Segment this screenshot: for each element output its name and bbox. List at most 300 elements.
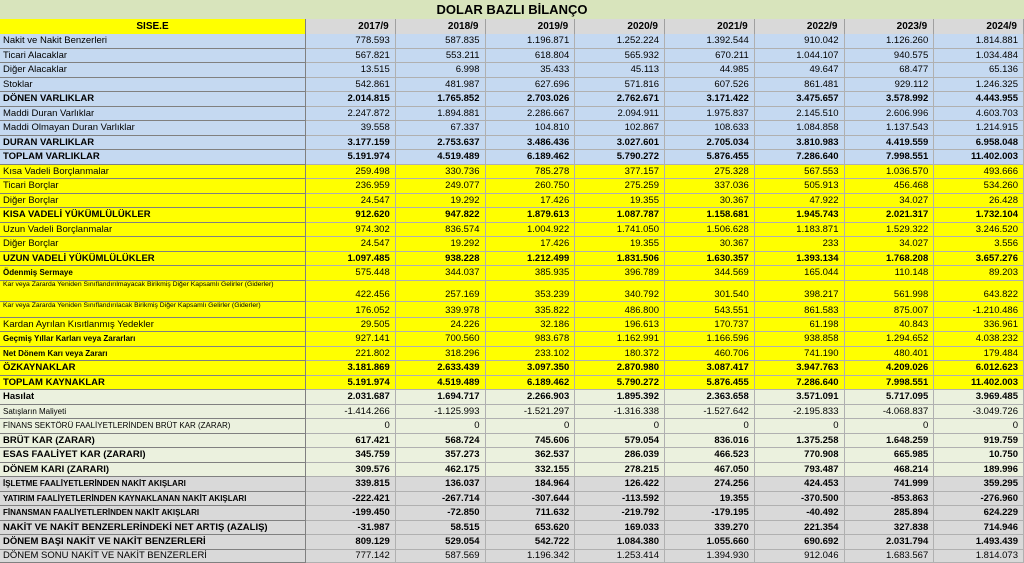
row-label[interactable]: Net Dönem Karı veya Zararı	[0, 347, 306, 362]
value-cell[interactable]: 505.913	[755, 179, 845, 194]
value-cell[interactable]: 104.810	[486, 121, 576, 136]
value-cell[interactable]: 2.870.980	[575, 361, 665, 376]
value-cell[interactable]: 947.822	[396, 208, 486, 223]
row-label[interactable]: DÖNEN VARLIKLAR	[0, 92, 306, 107]
value-cell[interactable]: 4.519.489	[396, 150, 486, 165]
value-cell[interactable]: 1.894.881	[396, 107, 486, 122]
value-cell[interactable]: 912.046	[755, 550, 845, 563]
value-cell[interactable]: 318.296	[396, 347, 486, 362]
value-cell[interactable]: 35.433	[486, 63, 576, 78]
value-cell[interactable]: 618.804	[486, 49, 576, 64]
value-cell[interactable]: 2.762.671	[575, 92, 665, 107]
value-cell[interactable]: 5.876.455	[665, 376, 755, 391]
row-label[interactable]: Nakit ve Nakit Benzerleri	[0, 34, 306, 49]
value-cell[interactable]: -3.049.726	[934, 405, 1024, 420]
value-cell[interactable]: 47.922	[755, 194, 845, 209]
value-cell[interactable]: 493.666	[934, 165, 1024, 180]
value-cell[interactable]: 1.034.484	[934, 49, 1024, 64]
value-cell[interactable]: 1.741.050	[575, 223, 665, 238]
row-label[interactable]: Diğer Alacaklar	[0, 63, 306, 78]
value-cell[interactable]: 3.475.657	[755, 92, 845, 107]
value-cell[interactable]: 332.155	[486, 463, 576, 478]
value-cell[interactable]: 1.214.915	[934, 121, 1024, 136]
row-label[interactable]: Kar veya Zararda Yeniden Sınıflandırılmayacak Birikmiş Diğer Kapsamlı Gelirler (Giderler)	[0, 281, 306, 303]
value-cell[interactable]: 3.181.869	[306, 361, 396, 376]
value-cell[interactable]: 259.498	[306, 165, 396, 180]
value-cell[interactable]: 196.613	[575, 318, 665, 333]
value-cell[interactable]: 344.037	[396, 266, 486, 281]
row-label[interactable]: DÖNEM BAŞI NAKİT VE NAKİT BENZERLERİ	[0, 535, 306, 550]
value-cell[interactable]: 236.959	[306, 179, 396, 194]
row-label[interactable]: KISA VADELİ YÜKÜMLÜLÜKLER	[0, 208, 306, 223]
value-cell[interactable]: 179.484	[934, 347, 1024, 362]
row-label[interactable]: BRÜT KAR (ZARAR)	[0, 434, 306, 449]
value-cell[interactable]: 0	[755, 419, 845, 434]
value-cell[interactable]: 1.196.342	[486, 550, 576, 563]
value-cell[interactable]: -4.068.837	[845, 405, 935, 420]
value-cell[interactable]: 1.246.325	[934, 78, 1024, 93]
value-cell[interactable]: 0	[575, 419, 665, 434]
value-cell[interactable]: 7.286.640	[755, 376, 845, 391]
value-cell[interactable]: 5.790.272	[575, 150, 665, 165]
value-cell[interactable]: 460.706	[665, 347, 755, 362]
value-cell[interactable]: 627.696	[486, 78, 576, 93]
year-header[interactable]: 2019/9	[486, 19, 576, 34]
value-cell[interactable]: 3.810.983	[755, 136, 845, 151]
value-cell[interactable]: 2.753.637	[396, 136, 486, 151]
value-cell[interactable]: 3.486.436	[486, 136, 576, 151]
value-cell[interactable]: 6.189.462	[486, 376, 576, 391]
value-cell[interactable]: -1.125.993	[396, 405, 486, 420]
row-label[interactable]: Geçmiş Yıllar Karları veya Zararları	[0, 332, 306, 347]
value-cell[interactable]: 836.574	[396, 223, 486, 238]
value-cell[interactable]: 466.523	[665, 448, 755, 463]
value-cell[interactable]: 30.367	[665, 237, 755, 252]
value-cell[interactable]: 938.228	[396, 252, 486, 267]
value-cell[interactable]: 11.402.003	[934, 376, 1024, 391]
value-cell[interactable]: 4.443.955	[934, 92, 1024, 107]
value-cell[interactable]: 741.190	[755, 347, 845, 362]
value-cell[interactable]: 1.814.073	[934, 550, 1024, 563]
row-label[interactable]: ÖZKAYNAKLAR	[0, 361, 306, 376]
value-cell[interactable]: 1.162.991	[575, 332, 665, 347]
value-cell[interactable]: 102.867	[575, 121, 665, 136]
value-cell[interactable]: 1.765.852	[396, 92, 486, 107]
value-cell[interactable]: -113.592	[575, 492, 665, 507]
value-cell[interactable]: 422.456	[306, 281, 396, 303]
value-cell[interactable]: -1.414.266	[306, 405, 396, 420]
value-cell[interactable]: 34.027	[845, 194, 935, 209]
value-cell[interactable]: 1.084.380	[575, 535, 665, 550]
value-cell[interactable]: 4.209.026	[845, 361, 935, 376]
value-cell[interactable]: 68.477	[845, 63, 935, 78]
value-cell[interactable]: 3.657.276	[934, 252, 1024, 267]
value-cell[interactable]: 2.021.317	[845, 208, 935, 223]
value-cell[interactable]: 44.985	[665, 63, 755, 78]
value-cell[interactable]: 1.814.881	[934, 34, 1024, 49]
row-label[interactable]: DURAN VARLIKLAR	[0, 136, 306, 151]
value-cell[interactable]: 336.961	[934, 318, 1024, 333]
value-cell[interactable]: 7.998.551	[845, 376, 935, 391]
value-cell[interactable]: 568.724	[396, 434, 486, 449]
value-cell[interactable]: 340.792	[575, 281, 665, 303]
value-cell[interactable]: 4.419.559	[845, 136, 935, 151]
year-header[interactable]: 2018/9	[396, 19, 486, 34]
value-cell[interactable]: 19.292	[396, 237, 486, 252]
value-cell[interactable]: 1.975.837	[665, 107, 755, 122]
value-cell[interactable]: 1.252.224	[575, 34, 665, 49]
value-cell[interactable]: 335.822	[486, 302, 576, 318]
value-cell[interactable]: 345.759	[306, 448, 396, 463]
row-label[interactable]: FİNANS SEKTÖRÜ FAALİYETLERİNDEN BRÜT KAR (ZARAR)	[0, 419, 306, 434]
value-cell[interactable]: 1.212.499	[486, 252, 576, 267]
row-label[interactable]: ESAS FAALİYET KAR (ZARARI)	[0, 448, 306, 463]
value-cell[interactable]: 249.077	[396, 179, 486, 194]
value-cell[interactable]: 486.800	[575, 302, 665, 318]
value-cell[interactable]: 481.987	[396, 78, 486, 93]
value-cell[interactable]: 1.493.439	[934, 535, 1024, 550]
row-label[interactable]: DÖNEM KARI (ZARARI)	[0, 463, 306, 478]
value-cell[interactable]: 2.266.903	[486, 390, 576, 405]
value-cell[interactable]: 3.947.763	[755, 361, 845, 376]
value-cell[interactable]: 1.044.107	[755, 49, 845, 64]
value-cell[interactable]: 1.392.544	[665, 34, 755, 49]
value-cell[interactable]: 5.876.455	[665, 150, 755, 165]
value-cell[interactable]: 11.402.003	[934, 150, 1024, 165]
value-cell[interactable]: -1.316.338	[575, 405, 665, 420]
value-cell[interactable]: -2.195.833	[755, 405, 845, 420]
row-label[interactable]: Uzun Vadeli Borçlanmalar	[0, 223, 306, 238]
row-label[interactable]: FİNANSMAN FAALİYETLERİNDEN NAKİT AKIŞLARI	[0, 506, 306, 521]
value-cell[interactable]: 89.203	[934, 266, 1024, 281]
value-cell[interactable]: -307.644	[486, 492, 576, 507]
value-cell[interactable]: 793.487	[755, 463, 845, 478]
row-label[interactable]: Stoklar	[0, 78, 306, 93]
value-cell[interactable]: 17.426	[486, 194, 576, 209]
row-label[interactable]: Hasılat	[0, 390, 306, 405]
value-cell[interactable]: 3.578.992	[845, 92, 935, 107]
value-cell[interactable]: 1.506.628	[665, 223, 755, 238]
value-cell[interactable]: 983.678	[486, 332, 576, 347]
value-cell[interactable]: 169.033	[575, 521, 665, 536]
value-cell[interactable]: 1.087.787	[575, 208, 665, 223]
value-cell[interactable]: 339.978	[396, 302, 486, 318]
value-cell[interactable]: -276.960	[934, 492, 1024, 507]
value-cell[interactable]: 45.113	[575, 63, 665, 78]
value-cell[interactable]: 1.732.104	[934, 208, 1024, 223]
year-header[interactable]: 2021/9	[665, 19, 755, 34]
value-cell[interactable]: 170.737	[665, 318, 755, 333]
row-label[interactable]: UZUN VADELİ YÜKÜMLÜLÜKLER	[0, 252, 306, 267]
value-cell[interactable]: 359.295	[934, 477, 1024, 492]
value-cell[interactable]: 339.815	[306, 477, 396, 492]
row-label[interactable]: Kısa Vadeli Borçlanmalar	[0, 165, 306, 180]
value-cell[interactable]: 785.278	[486, 165, 576, 180]
value-cell[interactable]: 565.932	[575, 49, 665, 64]
value-cell[interactable]: 2.031.687	[306, 390, 396, 405]
value-cell[interactable]: 1.097.485	[306, 252, 396, 267]
value-cell[interactable]: 938.858	[755, 332, 845, 347]
value-cell[interactable]: 480.401	[845, 347, 935, 362]
row-label[interactable]: Ticari Alacaklar	[0, 49, 306, 64]
value-cell[interactable]: 176.052	[306, 302, 396, 318]
value-cell[interactable]: -219.792	[575, 506, 665, 521]
value-cell[interactable]: 67.337	[396, 121, 486, 136]
value-cell[interactable]: 362.537	[486, 448, 576, 463]
value-cell[interactable]: 126.422	[575, 477, 665, 492]
value-cell[interactable]: 19.355	[665, 492, 755, 507]
value-cell[interactable]: 2.633.439	[396, 361, 486, 376]
value-cell[interactable]: 1.895.392	[575, 390, 665, 405]
value-cell[interactable]: 1.253.414	[575, 550, 665, 563]
value-cell[interactable]: 6.012.623	[934, 361, 1024, 376]
value-cell[interactable]: 2.247.872	[306, 107, 396, 122]
value-cell[interactable]: 3.246.520	[934, 223, 1024, 238]
value-cell[interactable]: 1.166.596	[665, 332, 755, 347]
value-cell[interactable]: 741.999	[845, 477, 935, 492]
value-cell[interactable]: 974.302	[306, 223, 396, 238]
value-cell[interactable]: 5.191.974	[306, 150, 396, 165]
value-cell[interactable]: 58.515	[396, 521, 486, 536]
value-cell[interactable]: 257.169	[396, 281, 486, 303]
value-cell[interactable]: 24.547	[306, 194, 396, 209]
value-cell[interactable]: 553.211	[396, 49, 486, 64]
value-cell[interactable]: 2.703.026	[486, 92, 576, 107]
year-header[interactable]: 2020/9	[575, 19, 665, 34]
value-cell[interactable]: 809.129	[306, 535, 396, 550]
value-cell[interactable]: 542.722	[486, 535, 576, 550]
value-cell[interactable]: 745.606	[486, 434, 576, 449]
value-cell[interactable]: 221.354	[755, 521, 845, 536]
value-cell[interactable]: 424.453	[755, 477, 845, 492]
value-cell[interactable]: 919.759	[934, 434, 1024, 449]
value-cell[interactable]: 61.198	[755, 318, 845, 333]
value-cell[interactable]: 1.394.930	[665, 550, 755, 563]
value-cell[interactable]: 233	[755, 237, 845, 252]
row-label[interactable]: Ödenmiş Sermaye	[0, 266, 306, 281]
value-cell[interactable]: 1.294.652	[845, 332, 935, 347]
value-cell[interactable]: 587.569	[396, 550, 486, 563]
row-label[interactable]: NAKİT VE NAKİT BENZERLERİNDEKİ NET ARTIŞ (AZALIŞ)	[0, 521, 306, 536]
value-cell[interactable]: 275.328	[665, 165, 755, 180]
value-cell[interactable]: 690.692	[755, 535, 845, 550]
value-cell[interactable]: 337.036	[665, 179, 755, 194]
value-cell[interactable]: 456.468	[845, 179, 935, 194]
value-cell[interactable]: 3.556	[934, 237, 1024, 252]
value-cell[interactable]: 4.519.489	[396, 376, 486, 391]
row-label[interactable]: Diğer Borçlar	[0, 194, 306, 209]
value-cell[interactable]: 567.553	[755, 165, 845, 180]
value-cell[interactable]: 357.273	[396, 448, 486, 463]
value-cell[interactable]: 233.102	[486, 347, 576, 362]
value-cell[interactable]: 108.633	[665, 121, 755, 136]
value-cell[interactable]: 543.551	[665, 302, 755, 318]
value-cell[interactable]: 353.239	[486, 281, 576, 303]
value-cell[interactable]: 301.540	[665, 281, 755, 303]
value-cell[interactable]: 1.084.858	[755, 121, 845, 136]
value-cell[interactable]: 607.526	[665, 78, 755, 93]
value-cell[interactable]: 940.575	[845, 49, 935, 64]
value-cell[interactable]: -31.987	[306, 521, 396, 536]
value-cell[interactable]: 6.189.462	[486, 150, 576, 165]
value-cell[interactable]: 275.259	[575, 179, 665, 194]
row-label[interactable]: TOPLAM KAYNAKLAR	[0, 376, 306, 391]
value-cell[interactable]: 561.998	[845, 281, 935, 303]
value-cell[interactable]: 1.183.871	[755, 223, 845, 238]
value-cell[interactable]: 327.838	[845, 521, 935, 536]
value-cell[interactable]: 579.054	[575, 434, 665, 449]
value-cell[interactable]: 861.481	[755, 78, 845, 93]
value-cell[interactable]: 29.505	[306, 318, 396, 333]
value-cell[interactable]: 6.958.048	[934, 136, 1024, 151]
value-cell[interactable]: 1.683.567	[845, 550, 935, 563]
row-label[interactable]: Diğer Borçlar	[0, 237, 306, 252]
value-cell[interactable]: -179.195	[665, 506, 755, 521]
value-cell[interactable]: 5.790.272	[575, 376, 665, 391]
value-cell[interactable]: 278.215	[575, 463, 665, 478]
value-cell[interactable]: 4.603.703	[934, 107, 1024, 122]
value-cell[interactable]: 1.529.322	[845, 223, 935, 238]
value-cell[interactable]: 1.393.134	[755, 252, 845, 267]
value-cell[interactable]: 587.835	[396, 34, 486, 49]
value-cell[interactable]: -1.527.642	[665, 405, 755, 420]
value-cell[interactable]: 1.879.613	[486, 208, 576, 223]
value-cell[interactable]: 2.705.034	[665, 136, 755, 151]
value-cell[interactable]: 24.547	[306, 237, 396, 252]
value-cell[interactable]: 468.214	[845, 463, 935, 478]
value-cell[interactable]: 19.292	[396, 194, 486, 209]
value-cell[interactable]: 777.142	[306, 550, 396, 563]
value-cell[interactable]: 136.037	[396, 477, 486, 492]
value-cell[interactable]: 0	[306, 419, 396, 434]
value-cell[interactable]: 1.648.259	[845, 434, 935, 449]
year-header[interactable]: 2022/9	[755, 19, 845, 34]
value-cell[interactable]: 330.736	[396, 165, 486, 180]
value-cell[interactable]: 910.042	[755, 34, 845, 49]
value-cell[interactable]: 274.256	[665, 477, 755, 492]
value-cell[interactable]: 7.998.551	[845, 150, 935, 165]
value-cell[interactable]: 467.050	[665, 463, 755, 478]
value-cell[interactable]: 1.158.681	[665, 208, 755, 223]
value-cell[interactable]: 617.421	[306, 434, 396, 449]
value-cell[interactable]: 2.145.510	[755, 107, 845, 122]
value-cell[interactable]: 567.821	[306, 49, 396, 64]
value-cell[interactable]: 1.036.570	[845, 165, 935, 180]
value-cell[interactable]: 711.632	[486, 506, 576, 521]
value-cell[interactable]: 2.094.911	[575, 107, 665, 122]
value-cell[interactable]: -267.714	[396, 492, 486, 507]
value-cell[interactable]: 4.038.232	[934, 332, 1024, 347]
value-cell[interactable]: 770.908	[755, 448, 845, 463]
value-cell[interactable]: -1.521.297	[486, 405, 576, 420]
row-label[interactable]: DÖNEM SONU NAKİT VE NAKİT BENZERLERİ	[0, 550, 306, 563]
value-cell[interactable]: 344.569	[665, 266, 755, 281]
value-cell[interactable]: 778.593	[306, 34, 396, 49]
value-cell[interactable]: 670.211	[665, 49, 755, 64]
value-cell[interactable]: 385.935	[486, 266, 576, 281]
value-cell[interactable]: 30.367	[665, 194, 755, 209]
value-cell[interactable]: 1.004.922	[486, 223, 576, 238]
value-cell[interactable]: -40.492	[755, 506, 845, 521]
value-cell[interactable]: 377.157	[575, 165, 665, 180]
value-cell[interactable]: 929.112	[845, 78, 935, 93]
value-cell[interactable]: 875.007	[845, 302, 935, 318]
value-cell[interactable]: 6.998	[396, 63, 486, 78]
value-cell[interactable]: 2.031.794	[845, 535, 935, 550]
value-cell[interactable]: 49.647	[755, 63, 845, 78]
value-cell[interactable]: 19.355	[575, 194, 665, 209]
value-cell[interactable]: 665.985	[845, 448, 935, 463]
value-cell[interactable]: 1.831.506	[575, 252, 665, 267]
value-cell[interactable]: 0	[396, 419, 486, 434]
value-cell[interactable]: 180.372	[575, 347, 665, 362]
value-cell[interactable]: 3.097.350	[486, 361, 576, 376]
value-cell[interactable]: 1.768.208	[845, 252, 935, 267]
value-cell[interactable]: 221.802	[306, 347, 396, 362]
value-cell[interactable]: 1.126.260	[845, 34, 935, 49]
row-label[interactable]: Satışların Maliyeti	[0, 405, 306, 420]
row-label[interactable]: YATIRIM FAALİYETLERİNDEN KAYNAKLANAN NAKİT AKIŞLARI	[0, 492, 306, 507]
value-cell[interactable]: 0	[486, 419, 576, 434]
value-cell[interactable]: 309.576	[306, 463, 396, 478]
value-cell[interactable]: 39.558	[306, 121, 396, 136]
value-cell[interactable]: 110.148	[845, 266, 935, 281]
value-cell[interactable]: 7.286.640	[755, 150, 845, 165]
value-cell[interactable]: 17.426	[486, 237, 576, 252]
value-cell[interactable]: 3.171.422	[665, 92, 755, 107]
value-cell[interactable]: 2.286.667	[486, 107, 576, 122]
row-label[interactable]: Ticari Borçlar	[0, 179, 306, 194]
value-cell[interactable]: 1.055.660	[665, 535, 755, 550]
row-label[interactable]: Kar veya Zararda Yeniden Sınıflandırılacak Birikmiş Diğer Kapsamlı Gelirler (Giderler)	[0, 302, 306, 318]
value-cell[interactable]: 529.054	[396, 535, 486, 550]
ticker-label[interactable]: SISE.E	[0, 19, 306, 34]
row-label[interactable]: Maddi Duran Varlıklar	[0, 107, 306, 122]
value-cell[interactable]: 542.861	[306, 78, 396, 93]
value-cell[interactable]: 189.996	[934, 463, 1024, 478]
value-cell[interactable]: 0	[845, 419, 935, 434]
year-header[interactable]: 2024/9	[934, 19, 1024, 34]
value-cell[interactable]: 0	[934, 419, 1024, 434]
value-cell[interactable]: 3.087.417	[665, 361, 755, 376]
value-cell[interactable]: 2.363.658	[665, 390, 755, 405]
value-cell[interactable]: 286.039	[575, 448, 665, 463]
value-cell[interactable]: 40.843	[845, 318, 935, 333]
value-cell[interactable]: 1.375.258	[755, 434, 845, 449]
year-header[interactable]: 2017/9	[306, 19, 396, 34]
value-cell[interactable]: 65.136	[934, 63, 1024, 78]
value-cell[interactable]: 3.571.091	[755, 390, 845, 405]
value-cell[interactable]: 260.750	[486, 179, 576, 194]
value-cell[interactable]: 32.186	[486, 318, 576, 333]
value-cell[interactable]: 653.620	[486, 521, 576, 536]
value-cell[interactable]: -222.421	[306, 492, 396, 507]
value-cell[interactable]: -199.450	[306, 506, 396, 521]
value-cell[interactable]: 2.014.815	[306, 92, 396, 107]
value-cell[interactable]: -370.500	[755, 492, 845, 507]
year-header[interactable]: 2023/9	[845, 19, 935, 34]
value-cell[interactable]: 1.630.357	[665, 252, 755, 267]
value-cell[interactable]: 165.044	[755, 266, 845, 281]
value-cell[interactable]: 5.191.974	[306, 376, 396, 391]
value-cell[interactable]: 3.969.485	[934, 390, 1024, 405]
value-cell[interactable]: 339.270	[665, 521, 755, 536]
value-cell[interactable]: 10.750	[934, 448, 1024, 463]
value-cell[interactable]: 714.946	[934, 521, 1024, 536]
value-cell[interactable]: 534.260	[934, 179, 1024, 194]
value-cell[interactable]: 285.894	[845, 506, 935, 521]
value-cell[interactable]: 3.177.159	[306, 136, 396, 151]
